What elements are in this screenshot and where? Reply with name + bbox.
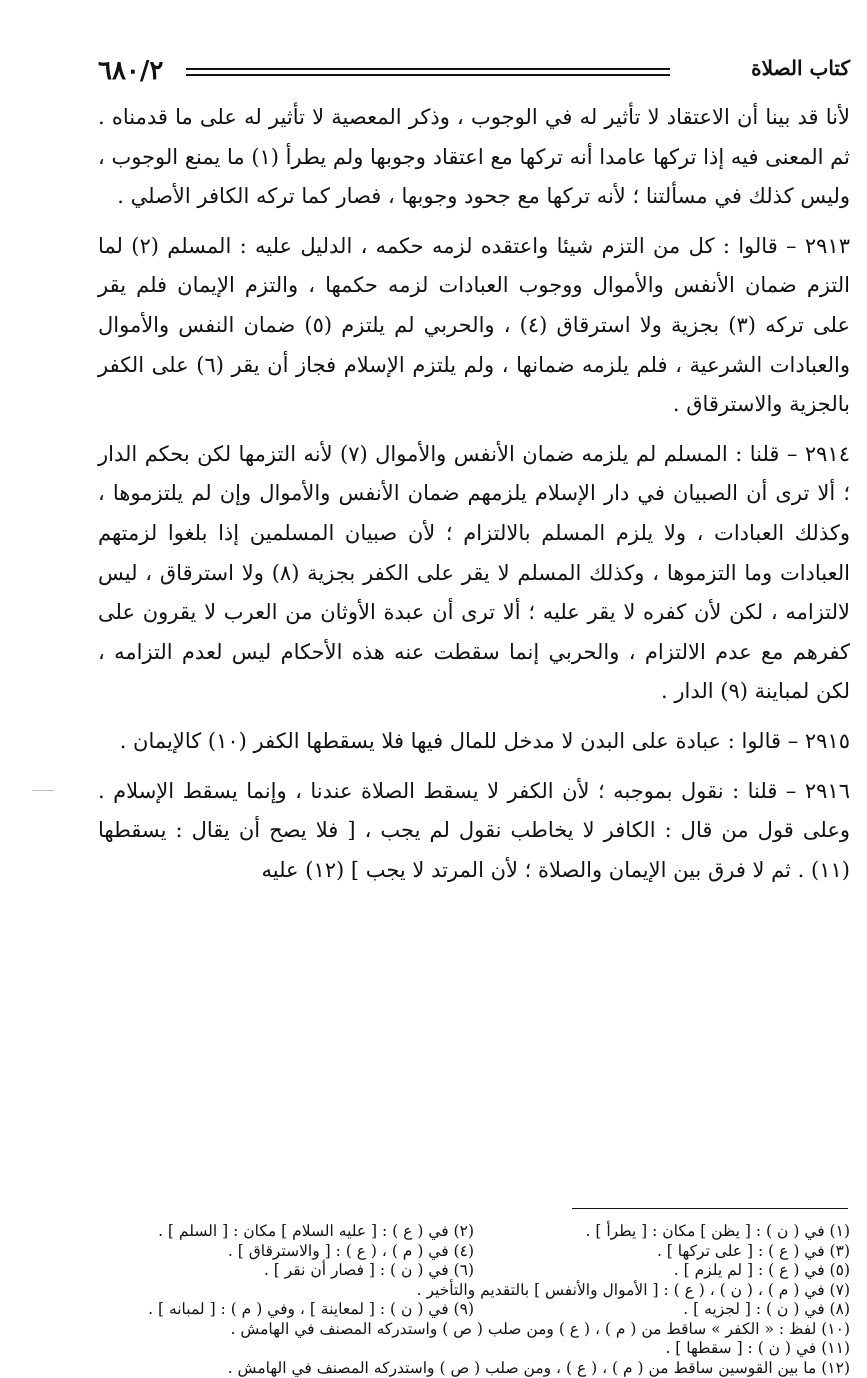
- footnotes: [98, 1222, 850, 1378]
- footnote-row: [98, 1300, 850, 1320]
- footnote-row: [98, 1281, 850, 1301]
- paragraph-2914: ٢٩١٤ – قلنا : المسلم لم يلزمه ضمان الأنفس والأموال (٧) لأنه التزمها لكن بحكم الدار ؛ ألا ترى أن الصبيان في دار الإسلام يلزمهم ضمان الأنفس والأموال وإن لم يلتزموها ، وكذلك العبادات ، ولا يلزم المسلم بالالتزام ؛ لأن صبيان المسلمين إذا بلغوا لزمتهم العبادات وما التزموها ، وكذلك المسلم لا يقر على الكفر بجزية (٨) ولا استرقاق ، ليس لالتزامه ، لكن لأن كفره لا يقر عليه ؛ ألا ترى أن عبدة الأوثان من العرب لا يقرون على كفرهم مع عدم الالتزام ، والحربي إنما سقطت عنه هذه الأحكام ليس لعدم التزامه ، لكن لمباينة (٩) الدار .: [98, 435, 850, 712]
- footnote-10: (١٠) لفظ : « الكفر » ساقط من ( م ) ، ( ع ) ومن صلب ( ص ) واستدركه المصنف في الهامش .: [98, 1320, 850, 1340]
- paragraph-2913: ٢٩١٣ – قالوا : كل من التزم شيئا واعتقده لزمه حكمه ، الدليل عليه : المسلم (٢) لما التزم ضمان الأنفس والأموال ووجوب العبادات لزمه حكمها ، والتزم الإيمان فلم يقر على تركه (٣) بجزية ولا استرقاق (٤) ، والحربي لم يلتزم (٥) ضمان النفس والأموال والعبادات الشرعية ، فلم يلزمه ضمانها ، ولم يلتزم الإسلام فجاز أن يقر (٦) على الكفر بالجزية والاسترقاق .: [98, 227, 850, 425]
- scan-mark: [32, 790, 54, 791]
- main-text: [98, 98, 850, 900]
- footnote-7: (٧) في ( م ) ، ( ن ) ، ( ع ) : [ الأموال والأنفس ] بالتقديم والتأخير .: [98, 1281, 850, 1301]
- running-header: [98, 52, 850, 92]
- footnote-6: (٦) في ( ن ) : [ فصار أن نقر ] .: [98, 1261, 474, 1281]
- footnote-8: (٨) في ( ن ) : [ لجزيه ] .: [474, 1300, 850, 1320]
- header-rule: [186, 68, 670, 76]
- footnote-3: (٣) في ( ع ) : [ على تركها ] .: [474, 1242, 850, 1262]
- footnote-row: [98, 1242, 850, 1262]
- footnote-9: (٩) في ( ن ) : [ لمعاينة ] ، وفي ( م ) : [ لمبانه ] .: [98, 1300, 474, 1320]
- footnote-5: (٥) في ( ع ) : [ لم يلزم ] .: [474, 1261, 850, 1281]
- footnote-11: (١١) في ( ن ) : [ سقطها ] .: [98, 1339, 850, 1359]
- footnote-row: [98, 1320, 850, 1340]
- footnote-row: [98, 1339, 850, 1359]
- paragraph-2916: ٢٩١٦ – قلنا : نقول بموجبه ؛ لأن الكفر لا يسقط الصلاة عندنا ، وإنما يسقط الإسلام . وعلى قول من قال : الكافر لا يخاطب نقول لم يجب ، [ فلا يصح أن يقال : يسقطها (١١) . ثم لا فرق بين الإيمان والصلاة ؛ لأن المرتد لا يجب ] (١٢) عليه: [98, 772, 850, 891]
- footnote-1: (١) في ( ن ) : [ يظن ] مكان : [ يطرأ ] .: [474, 1222, 850, 1242]
- footnote-row: [98, 1261, 850, 1281]
- paragraph-2915: ٢٩١٥ – قالوا : عبادة على البدن لا مدخل للمال فيها فلا يسقطها الكفر (١٠) كالإيمان .: [98, 722, 850, 762]
- paragraph-continuation: لأنا قد بينا أن الاعتقاد لا تأثير له في الوجوب ، وذكر المعصية لا تأثير له على ما قدمناه . ثم المعنى فيه إذا تركها عامدا أنه تركها مع اعتقاد وجوبها ولم يطرأ (١) ما يمنع الوجوب ، وليس كذلك في مسألتنا ؛ لأنه تركها مع جحود وجوبها ، فصار كما تركه الكافر الأصلي .: [98, 98, 850, 217]
- footnote-separator: [572, 1208, 848, 1209]
- footnote-4: (٤) في ( م ) ، ( ع ) : [ والاسترقاق ] .: [98, 1242, 474, 1262]
- footnote-row: [98, 1359, 850, 1378]
- footnote-row: [98, 1222, 850, 1242]
- footnote-12: (١٢) ما بين القوسين ساقط من ( م ) ، ( ع ) ، ومن صلب ( ص ) واستدركه المصنف في الهامش .: [98, 1359, 850, 1378]
- book-title: كتاب الصلاة: [751, 56, 850, 80]
- footnote-2: (٢) في ( ع ) : [ عليه السلام ] مكان : [ السلم ] .: [98, 1222, 474, 1242]
- page-number: ٦٨٠/٢: [98, 56, 163, 86]
